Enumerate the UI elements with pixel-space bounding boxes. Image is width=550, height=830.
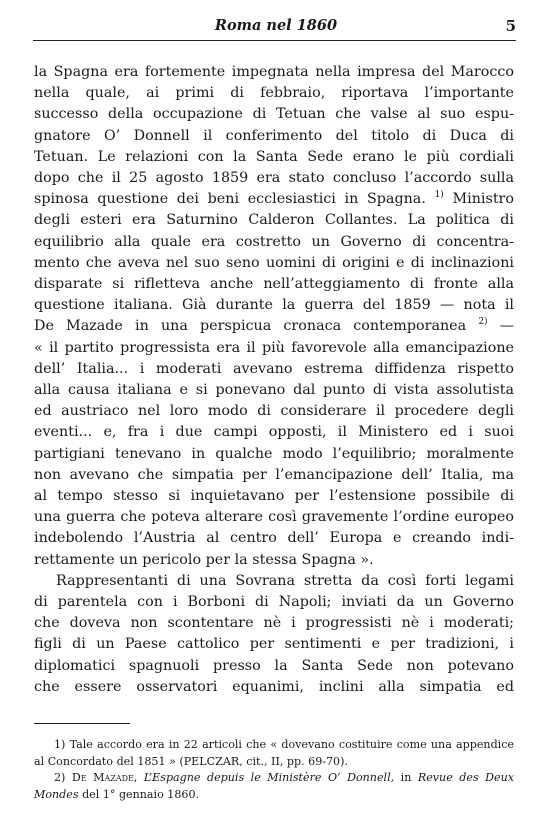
text-line: Rappresentanti di una Sovrana stretta da così forti legami (56, 572, 514, 589)
text-line: mento che aveva nel suo seno uomini di origini e di inclinazioni (34, 254, 514, 271)
text-line: dell’ Italia... i moderati avevano estrema diffidenza rispetto (34, 360, 514, 377)
footnote-rule (34, 723, 130, 724)
text-line: degli esteri era Saturnino Calderon Collantes. La politica di (34, 212, 514, 229)
text-line: che essere osservatori equanimi, inclini alla simpatia ed (34, 678, 514, 695)
footnote-2-date: del 1° gennaio 1860. (82, 787, 200, 801)
text-line: successo della occupazione di Tetuan che valse al suo espu- (34, 106, 514, 123)
text-line: alla causa italiana e si ponevano dal punto di vista assolutista (34, 382, 514, 399)
footnote-2-in: in (400, 771, 412, 785)
text-segment: Ministro (452, 191, 514, 208)
footnote-2-number: 2) (54, 771, 66, 785)
body-text (34, 62, 514, 698)
footnote-2-line (34, 787, 514, 804)
text-segment: spinosa questione dei beni ecclesiastici in Spagna. (34, 191, 426, 208)
footnote-2-journal-cont: Mondes (34, 787, 79, 801)
footnote-1-line: 1) Tale accordo era in 22 articoli che « dovevano costituire come una appendice (54, 738, 514, 751)
paragraph-2 (34, 571, 514, 698)
text-line: diplomatici spagnuoli presso la Santa Sede non potevano (34, 657, 514, 674)
text-line: nella quale, ai primi di febbraio, riportava l’importante (34, 85, 514, 102)
text-line (34, 316, 514, 337)
text-line: ed austriaco nel loro modo di considerare il procedere degli (34, 403, 514, 420)
footnote-ref-1: 1) (434, 190, 444, 201)
footnote-2-author: De Mazade, (71, 771, 138, 785)
footnote-1-line: al Concordato del 1851 » (PELCZAR, cit., II, pp. 69-70). (34, 754, 348, 768)
header-rule (33, 40, 516, 41)
text-line: dopo che il 25 agosto 1859 era stato concluso l’accordo sulla (34, 170, 514, 187)
text-line: di parentela con i Borboni di Napoli; inviati da un Governo (34, 594, 514, 611)
footnote-2-journal: Revue des Deux (417, 771, 514, 785)
text-line: « il partito progressista era il più favorevole alla emancipazione (34, 339, 514, 356)
text-line: partigiani tenevano in qualche modo l’equilibrio; moralmente (34, 445, 514, 462)
text-segment: — (499, 318, 514, 335)
text-line: questione italiana. Già durante la guerra del 1859 — nota il (34, 297, 514, 314)
text-line: che doveva non scontentare nè i progressisti nè i moderati; (34, 615, 514, 632)
text-line: gnatore O’ Donnell il conferimento del titolo di Duca di (34, 127, 514, 144)
text-line: indebolendo l’Austria al centro dell’ Europa e creando indi- (34, 530, 514, 547)
text-line: rettamente un pericolo per la stessa Spagna ». (34, 551, 374, 568)
footnote-ref-2: 2) (478, 317, 488, 328)
text-segment: De Mazade in una perspicua cronaca contemporanea (34, 318, 467, 335)
text-line (34, 189, 514, 210)
text-line: eventi... e, fra i due campi opposti, il Ministero ed i suoi (34, 424, 514, 441)
page-header (36, 17, 516, 39)
text-line: equilibrio alla quale era costretto un Governo di concentra- (34, 233, 514, 250)
text-line: non avevano che simpatia per l’emancipazione dell’ Italia, ma (34, 466, 514, 483)
running-title: Roma nel 1860 (214, 17, 338, 34)
paragraph-1 (34, 62, 514, 571)
text-line: figli di un Paese cattolico per sentimenti e per tradizioni, i (34, 636, 514, 653)
footnote-2-line (34, 770, 514, 787)
text-line: Tetuan. Le relazioni con la Santa Sede erano le più cordiali (34, 148, 514, 165)
page-number: 5 (505, 17, 516, 35)
text-line: disparate si rifletteva anche nell’atteggiamento di fronte alla (34, 276, 514, 293)
text-line: una guerra che poteva alterare così gravemente l’ordine europeo (34, 509, 514, 526)
text-line: al tempo stesso si inquietavano per l’estensione possibile di (34, 488, 514, 505)
footnotes (34, 737, 514, 803)
footnote-2-title: L’Espagne depuis le Ministère O’ Donnell, (143, 771, 395, 785)
text-line: la Spagna era fortemente impegnata nella impresa del Marocco (34, 64, 514, 80)
